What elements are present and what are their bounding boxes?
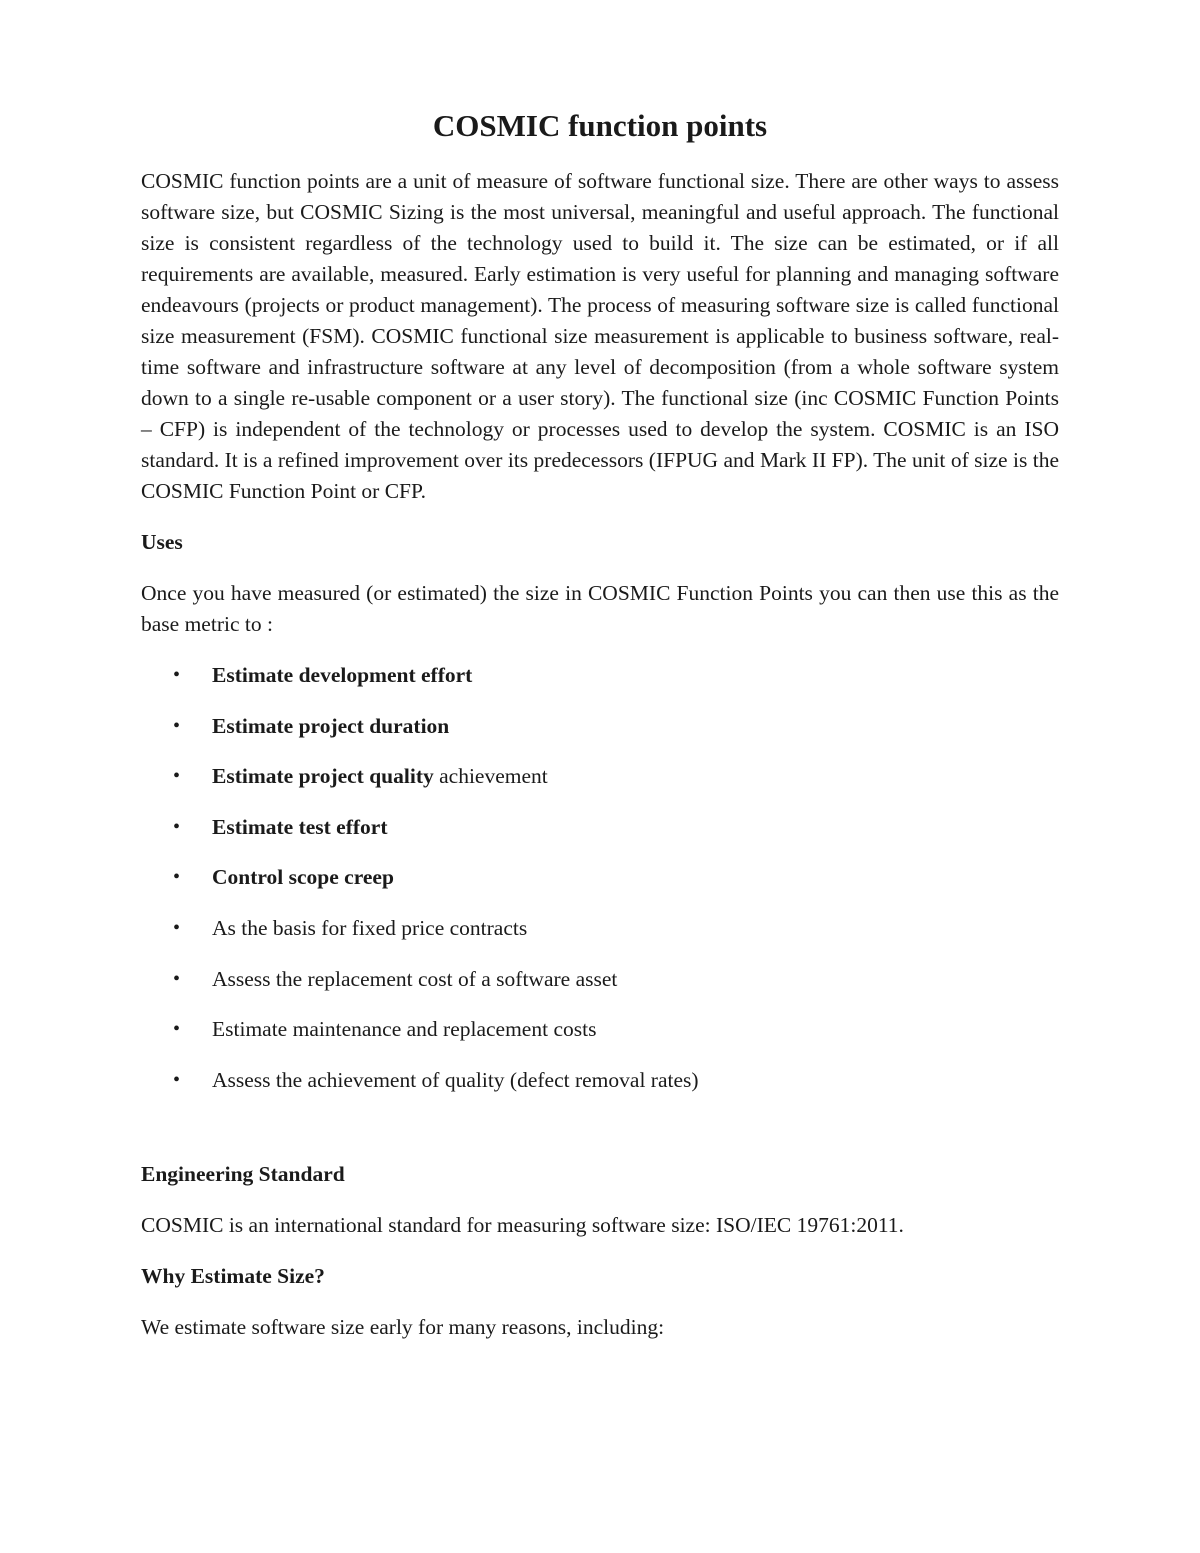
- list-item-text: Assess the achievement of quality (defect removal rates): [212, 1067, 699, 1092]
- uses-heading: Uses: [141, 530, 183, 554]
- list-item-bold: Control scope creep: [212, 865, 394, 890]
- why-estimate-text: We estimate software size early for many reasons, including:: [141, 1315, 665, 1340]
- bullet-icon: •: [173, 916, 181, 939]
- bullet-icon: •: [173, 815, 181, 838]
- intro-paragraph: COSMIC function points are a unit of measure of software functional size. There are other ways to assess software size, but COSMIC Sizing is the most universal, meaningful and useful approach. The functional size is consistent regardless of the technology used to build it. The size can be estimated, or if all requirements are available, measured. Early estimation is very useful for planning and managing software endeavours (projects or product management). The process of measuring software size is called functional size measurement (FSM). COSMIC functional size measurement is applicable to business software, real-time software and infrastructure software at any level of decomposition (from a whole software system down to a single re-usable component or a user story). The functional size (inc COSMIC Function Points – CFP) is independent of the technology or processes used to develop the system. COSMIC is an ISO standard. It is a refined improvement over its predecessors (IFPUG and Mark II FP). The unit of size is the COSMIC Function Point or CFP.: [141, 169, 1059, 503]
- list-item: [141, 862, 1059, 893]
- list-item: [141, 711, 1059, 742]
- bullet-icon: •: [173, 714, 181, 737]
- list-item: [141, 761, 1059, 792]
- list-item: [141, 1014, 1059, 1045]
- bullet-icon: •: [173, 1068, 181, 1091]
- uses-list: [141, 660, 1059, 1096]
- bullet-icon: •: [173, 967, 181, 990]
- list-item: [141, 964, 1059, 995]
- engineering-standard-heading: Engineering Standard: [141, 1162, 345, 1187]
- engineering-standard-text: COSMIC is an international standard for measuring software size: ISO/IEC 19761:2011.: [141, 1213, 904, 1238]
- list-item: [141, 913, 1059, 944]
- bullet-icon: •: [173, 1018, 181, 1041]
- bullet-icon: •: [173, 664, 181, 686]
- list-item-bold: Estimate development effort: [212, 663, 473, 687]
- list-item-text: As the basis for fixed price contracts: [212, 915, 528, 940]
- list-item-text: achievement: [433, 764, 548, 789]
- list-item-text: Estimate maintenance and replacement costs: [212, 1017, 597, 1042]
- bullet-icon: •: [173, 765, 181, 788]
- why-estimate-heading: Why Estimate Size?: [141, 1264, 325, 1289]
- page-title: COSMIC function points: [432, 108, 768, 143]
- list-item-bold: Estimate test effort: [212, 814, 388, 839]
- list-item-text: Assess the replacement cost of a software asset: [212, 966, 618, 991]
- list-item: [141, 660, 1059, 691]
- list-item-bold: Estimate project quality: [212, 764, 434, 789]
- uses-lead-paragraph: Once you have measured (or estimated) the size in COSMIC Function Points you can then use this as the base metric to :: [141, 581, 1059, 636]
- list-item-bold: Estimate project duration: [212, 713, 450, 738]
- bullet-icon: •: [173, 866, 181, 889]
- list-item: [141, 1065, 1059, 1096]
- list-item: [141, 812, 1059, 843]
